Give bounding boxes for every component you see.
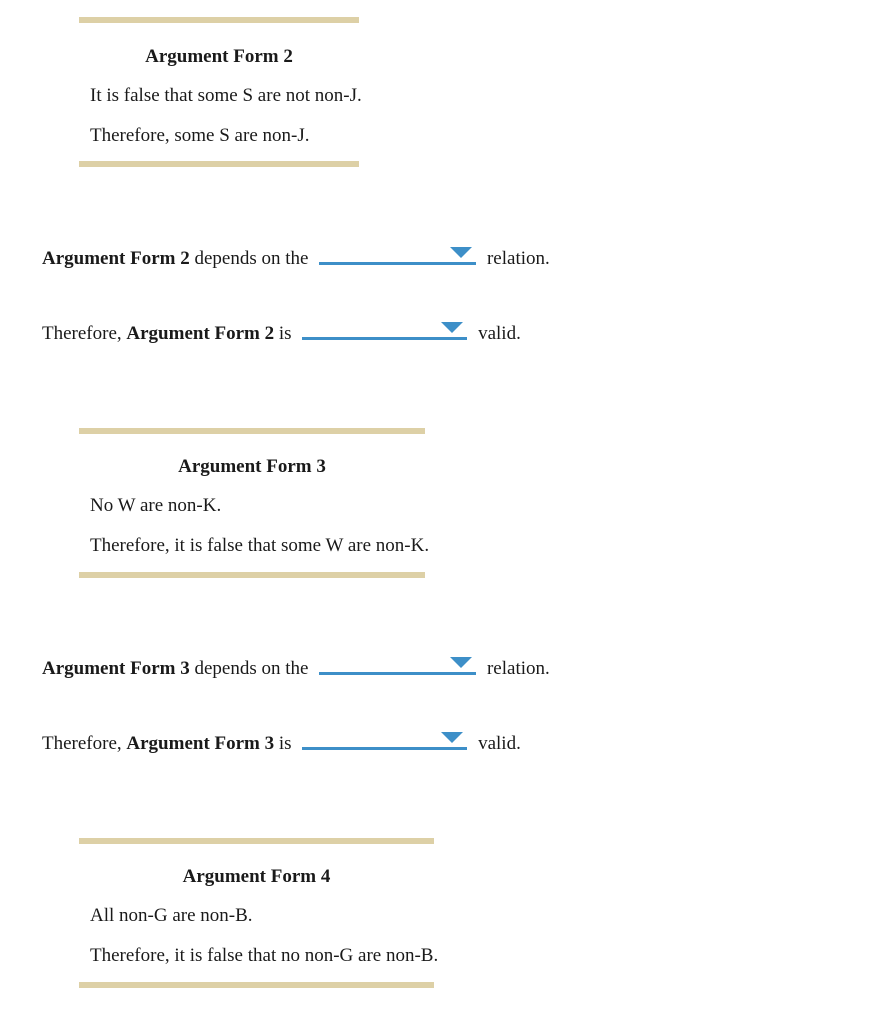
form-3-relation-dropdown[interactable] [319,647,476,675]
form-2-relation-dropdown[interactable] [319,237,476,265]
argument-form-2-title: Argument Form 2 [145,46,293,67]
chevron-down-icon [441,322,463,333]
form-2-validity-pre: Therefore, [42,323,122,344]
form-2-relation-subject: Argument Form 2 [42,248,190,269]
form-3-validity-subject: Argument Form 3 [126,733,275,754]
argument-form-4-premise: All non-G are non-B. [90,905,253,926]
form-2-validity-question [42,323,521,345]
form-3-relation-question [42,658,550,680]
form-3-relation-post: relation. [486,658,550,679]
form-2-relation-post: relation. [486,248,550,269]
form-3-validity-pre: Therefore, [42,733,122,754]
form-3-validity-dropdown[interactable] [302,722,467,750]
form-3-validity-question [42,733,521,755]
form-3-relation-pre: depends on the [194,658,309,679]
argument-form-4-card [79,838,439,988]
argument-form-2-conclusion: Therefore, some S are non-J. [90,125,310,146]
form-2-relation-question [42,248,550,270]
chevron-down-icon [441,732,463,743]
argument-form-3-title: Argument Form 3 [178,456,326,477]
form-3-relation-subject: Argument Form 3 [42,658,190,679]
argument-form-2-premise: It is false that some S are not non-J. [90,85,362,106]
form-2-validity-mid: is [278,323,292,344]
form-2-validity-subject: Argument Form 2 [126,323,275,344]
form-3-validity-post: valid. [478,733,521,754]
argument-form-4-conclusion: Therefore, it is false that no non-G are non-B. [90,945,439,966]
form-2-relation-pre: depends on the [194,248,309,269]
argument-form-3-premise: No W are non-K. [90,495,222,516]
argument-form-3-card [79,428,430,578]
argument-form-2-card [79,17,362,167]
argument-form-4-title: Argument Form 4 [182,866,331,887]
form-3-validity-mid: is [278,733,292,754]
form-2-validity-post: valid. [478,323,521,344]
chevron-down-icon [450,247,472,258]
chevron-down-icon [450,657,472,668]
argument-form-3-conclusion: Therefore, it is false that some W are non-K. [90,535,430,556]
form-2-validity-dropdown[interactable] [302,312,467,340]
